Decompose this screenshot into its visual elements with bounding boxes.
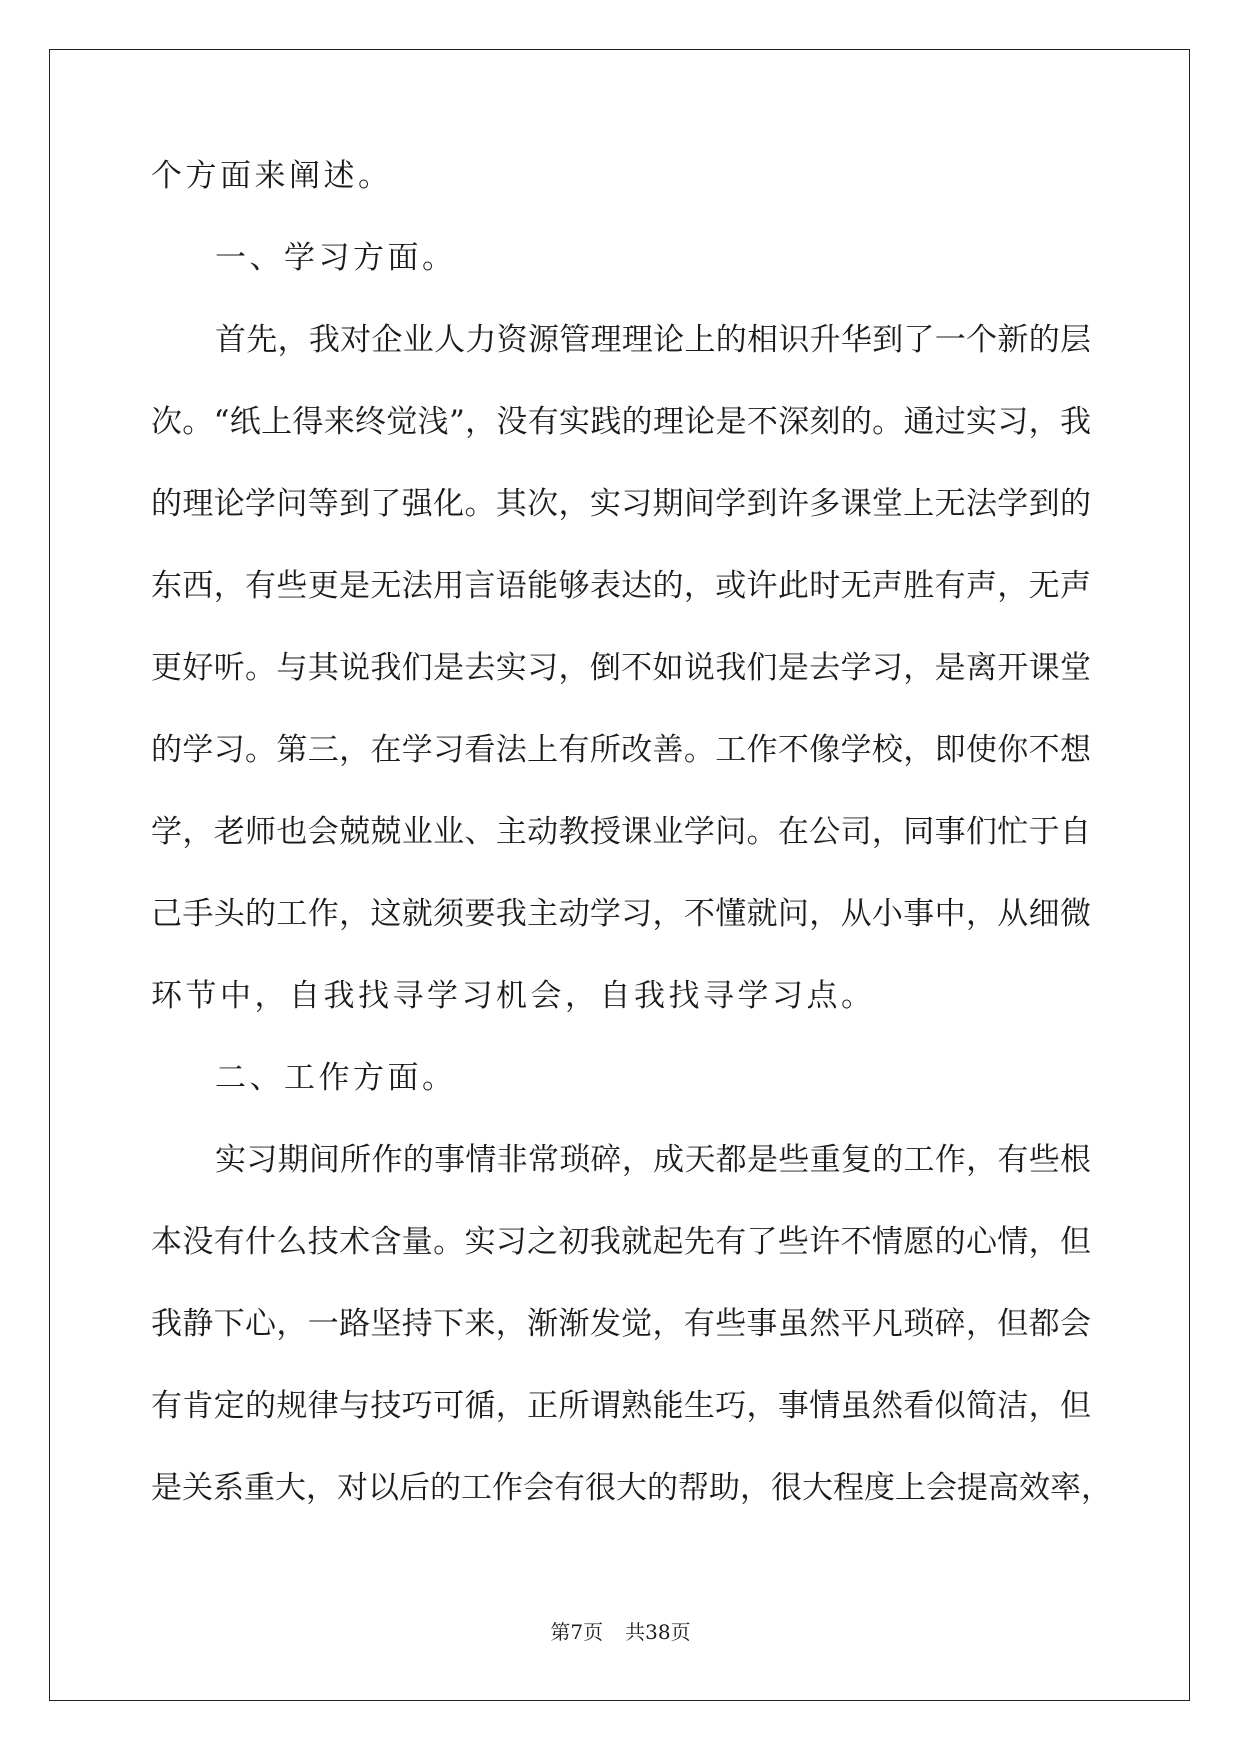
page-number: 第7页 [550,1620,604,1644]
paragraph-line: 东西，有些更是无法用言语能够表达的，或许此时无声胜有声，无声 [151,568,1091,604]
paragraph-line: 本没有什么技术含量。实习之初我就起先有了些许不情愿的心情，但 [151,1224,1091,1260]
paragraph-line: 的理论学问等到了强化。其次，实习期间学到许多课堂上无法学到的 [151,486,1091,522]
section-heading-study: 一、学习方面。 [215,240,457,276]
paragraph-line: 首先，我对企业人力资源管理理论上的相识升华到了一个新的层 [215,322,1091,358]
paragraph-line: 更好听。与其说我们是去实习，倒不如说我们是去学习，是离开课堂 [151,650,1091,686]
paragraph-line: 环节中，自我找寻学习机会，自我找寻学习点。 [151,978,876,1014]
page-footer [0,1616,1241,1645]
paragraph-line: 学，老师也会兢兢业业、主动教授课业学问。在公司，同事们忙于自 [151,814,1091,850]
document-body [151,158,1112,1554]
paragraph-line: 己手头的工作，这就须要我主动学习，不懂就问，从小事中，从细微 [151,896,1091,932]
paragraph-line: 的学习。第三，在学习看法上有所改善。工作不像学校，即使你不想 [151,732,1091,768]
paragraph-line: 是关系重大，对以后的工作会有很大的帮助，很大程度上会提高效率， [151,1470,1112,1506]
section-heading-work: 二、工作方面。 [215,1060,457,1096]
paragraph-line: 实习期间所作的事情非常琐碎，成天都是些重复的工作，有些根 [215,1142,1091,1178]
page-total: 共38页 [625,1620,691,1644]
paragraph-line: 次。“纸上得来终觉浅”，没有实践的理论是不深刻的。通过实习，我 [151,404,1091,440]
paragraph-line: 有肯定的规律与技巧可循，正所谓熟能生巧，事情虽然看似简洁，但 [151,1388,1091,1424]
paragraph-line: 我静下心，一路坚持下来，渐渐发觉，有些事虽然平凡琐碎，但都会 [151,1306,1091,1342]
paragraph-line: 个方面来阐述。 [151,158,393,194]
